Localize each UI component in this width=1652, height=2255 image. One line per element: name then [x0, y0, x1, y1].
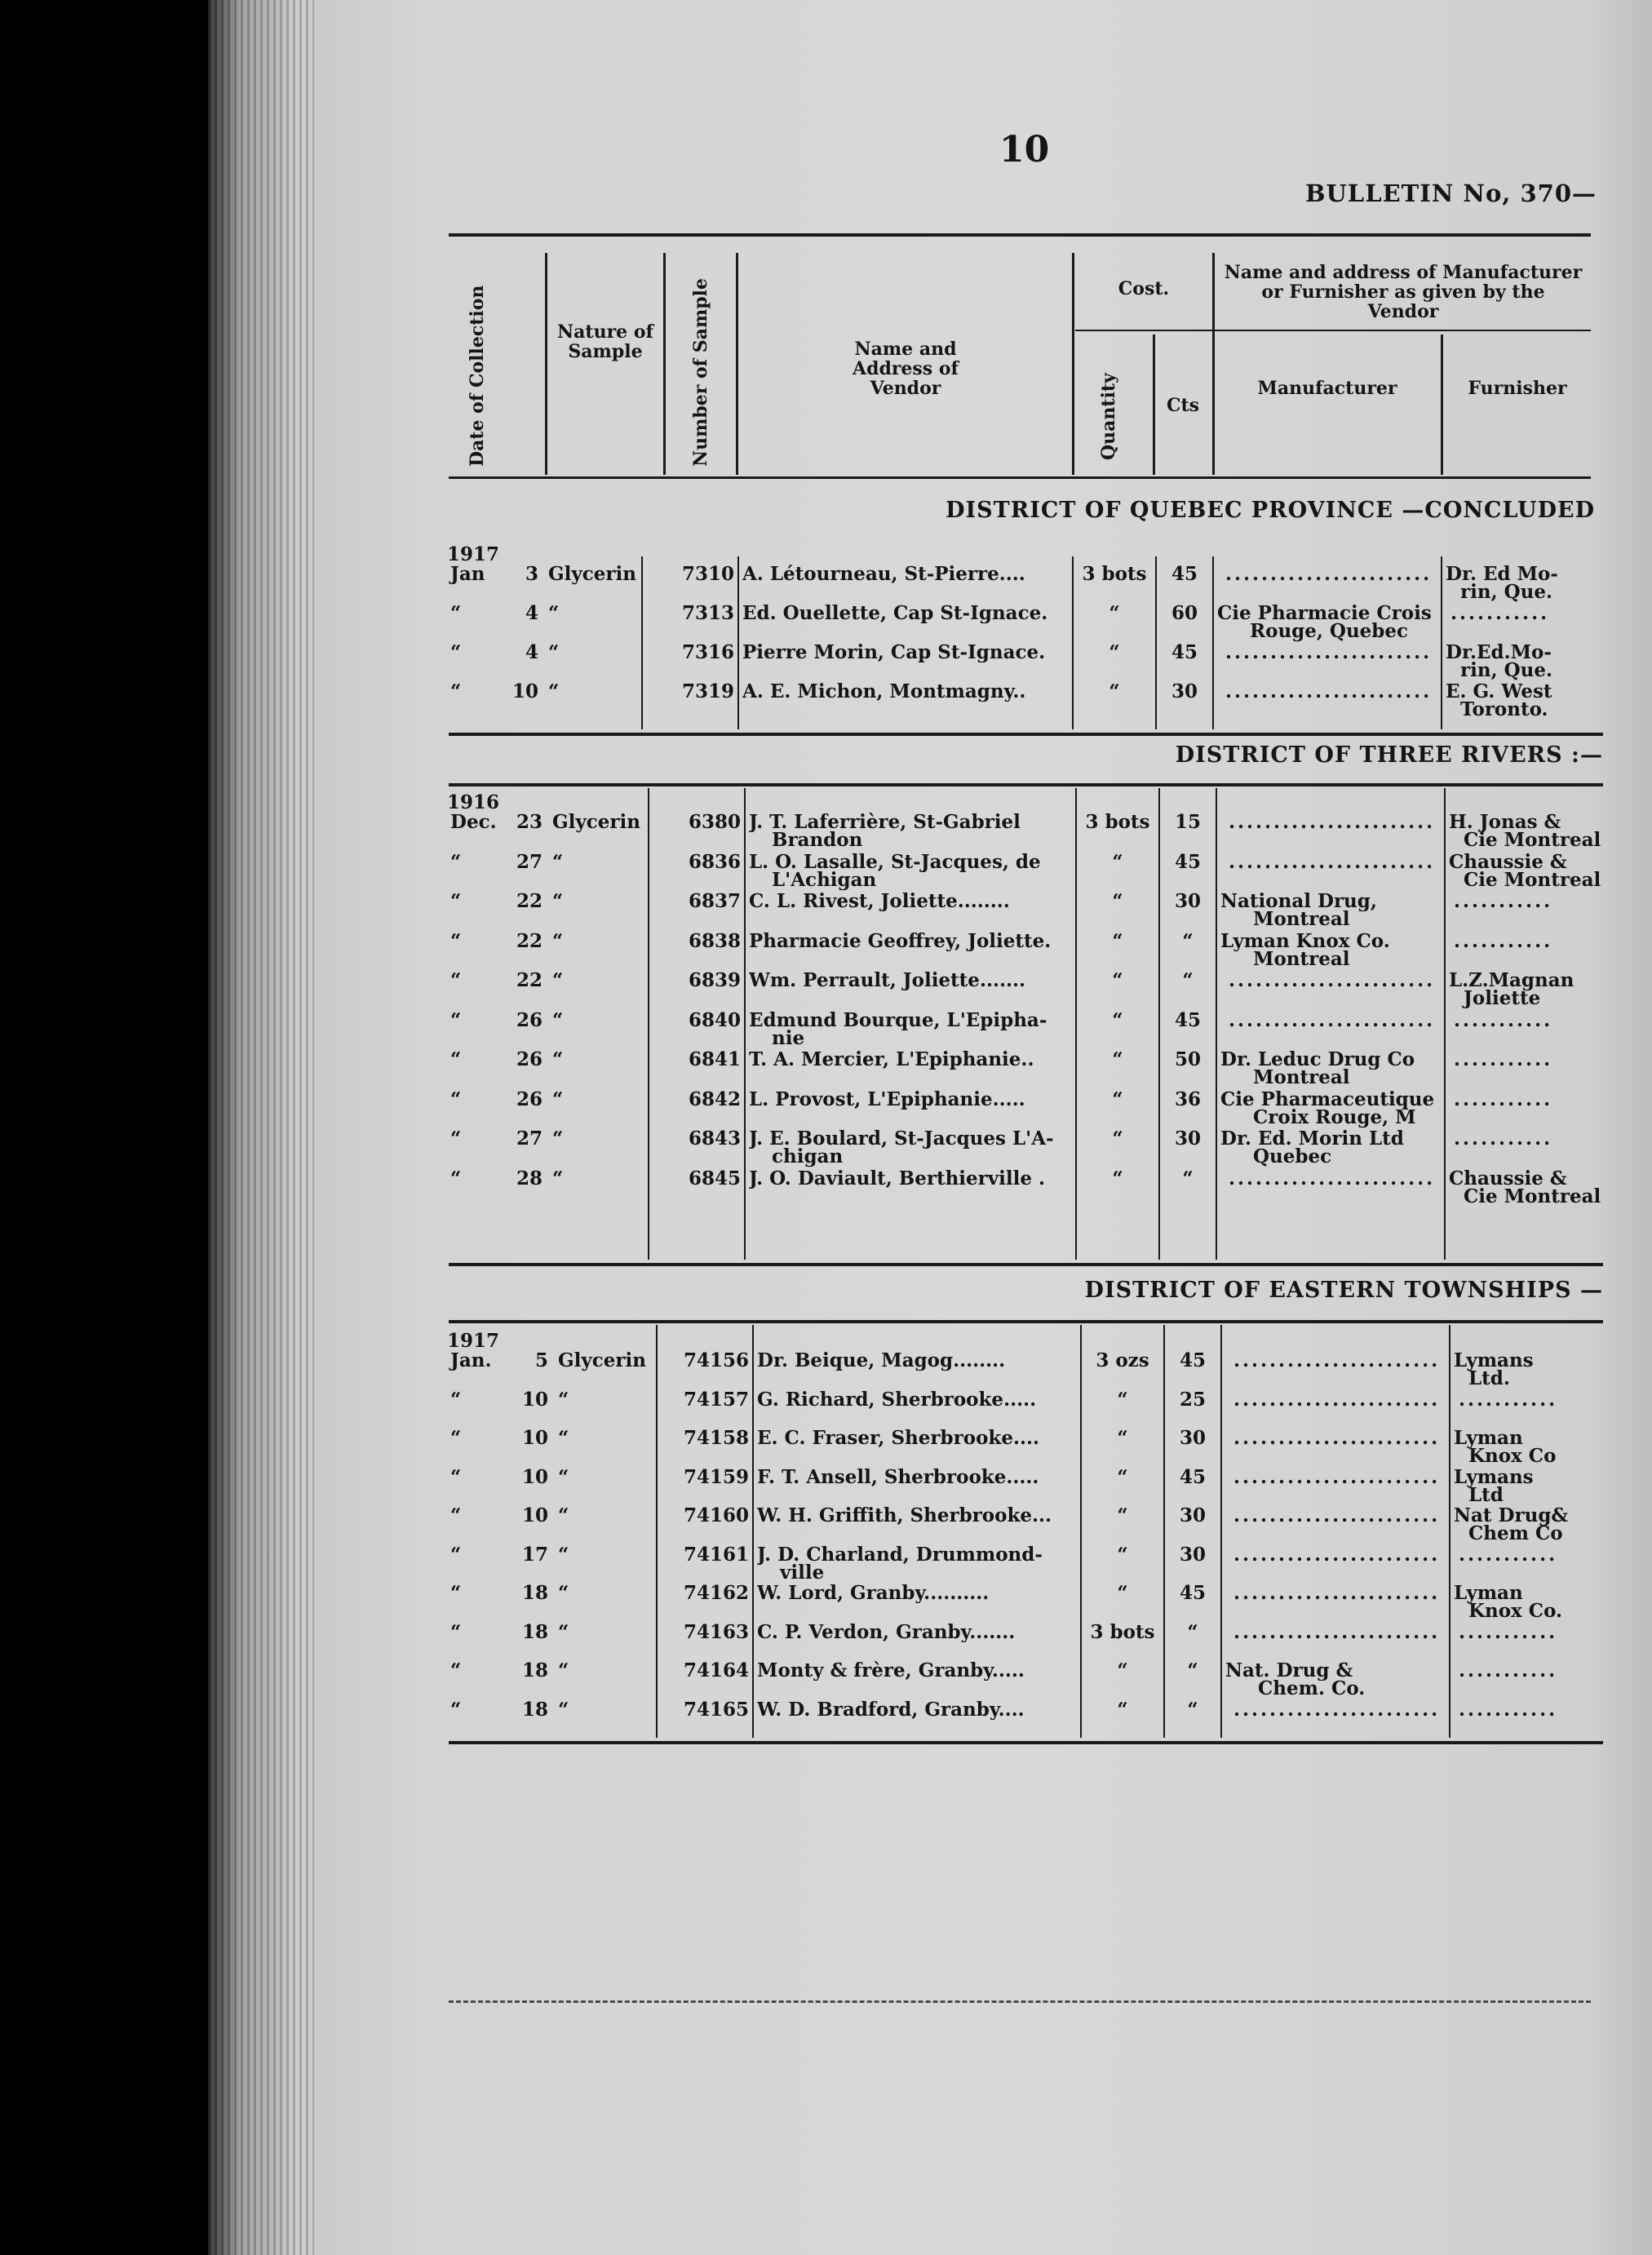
vendor-cell: J. O. Daviault, Berthierville .	[749, 1168, 1046, 1189]
sample-number-cell: 6842	[688, 1088, 741, 1110]
quantity-cell: “	[1112, 929, 1123, 952]
furnisher-leader: ...........	[1454, 1128, 1553, 1150]
col-rule	[1449, 1325, 1450, 1738]
cts-cell: 30	[1174, 1128, 1201, 1150]
quantity-cell: “	[1112, 1167, 1123, 1190]
sample-number-cell: 74162	[683, 1582, 749, 1604]
furnisher-leader: ...........	[1459, 1620, 1558, 1643]
section-top-rule	[449, 783, 1603, 786]
day-cell: 10	[512, 680, 538, 702]
cts-cell: 45	[1179, 1582, 1206, 1604]
col-rule	[737, 556, 739, 729]
vendor-cell: W. Lord, Granby..........	[757, 1584, 990, 1603]
cost-subheader-rule	[1075, 330, 1591, 331]
nature-cell: “	[548, 680, 560, 702]
nature-cell: “	[552, 969, 564, 991]
furnisher-cell: E. G. West	[1446, 680, 1552, 702]
month-cell: “	[450, 929, 462, 952]
month-cell: “	[450, 1582, 462, 1604]
nature-cell: “	[558, 1504, 569, 1526]
manufacturer-cell-cont: Montreal	[1253, 1066, 1350, 1088]
col-rule	[1441, 556, 1442, 729]
day-cell: 23	[516, 811, 543, 833]
col-rule	[545, 253, 547, 475]
manufacturer-cell: Dr. Leduc Drug Co	[1220, 1050, 1415, 1070]
cts-cell: 30	[1179, 1543, 1206, 1566]
col-rule	[744, 788, 746, 1260]
quantity-cell: “	[1112, 890, 1123, 912]
manufacturer-leader: .......................	[1233, 1582, 1441, 1604]
quantity-cell: “	[1112, 850, 1123, 873]
manufacturer-cell-cont: Montreal	[1253, 908, 1350, 930]
month-cell: “	[450, 1128, 462, 1150]
col-rule	[736, 253, 738, 475]
month-cell: “	[450, 890, 462, 912]
col-header-number: Number of Sample	[690, 278, 711, 467]
manufacturer-cell-cont: Montreal	[1253, 947, 1350, 970]
vendor-cell: E. C. Fraser, Sherbrooke....	[757, 1429, 1040, 1448]
day-cell: 22	[516, 929, 543, 952]
nature-cell: “	[558, 1620, 569, 1643]
sample-number-cell: 6839	[688, 969, 741, 991]
quantity-cell: “	[1109, 641, 1120, 663]
cts-cell: “	[1182, 929, 1194, 952]
furnisher-cell-cont: Ltd	[1468, 1483, 1504, 1506]
col-rule	[656, 1325, 658, 1738]
furnisher-cell: H. Jonas &	[1449, 811, 1561, 833]
cts-cell: 45	[1171, 563, 1198, 585]
vendor-cell: J. D. Charland, Drummond-	[757, 1544, 1043, 1565]
month-cell: “	[450, 1048, 462, 1070]
col-rule	[1220, 1325, 1222, 1738]
col-rule	[1163, 1325, 1165, 1738]
month-cell: “	[450, 1698, 462, 1721]
cts-cell: “	[1187, 1620, 1198, 1643]
quantity-cell: “	[1109, 602, 1120, 624]
month-cell: “	[450, 850, 462, 873]
district-title: DISTRICT OF EASTERN TOWNSHIPS —	[1084, 1278, 1603, 1303]
quantity-cell: “	[1117, 1698, 1128, 1721]
section-end-rule	[449, 1741, 1603, 1744]
furnisher-leader: ...........	[1454, 1008, 1553, 1031]
manufacturer-leader: .......................	[1229, 1167, 1436, 1190]
day-cell: 17	[521, 1543, 548, 1566]
furnisher-leader: ...........	[1459, 1388, 1558, 1411]
manufacturer-leader: .......................	[1225, 680, 1433, 702]
manufacturer-leader: .......................	[1233, 1349, 1441, 1371]
nature-cell: “	[548, 641, 560, 663]
sample-number-cell: 6845	[688, 1167, 741, 1190]
manufacturer-cell: Lyman Knox Co.	[1220, 931, 1390, 951]
furnisher-cell-cont: rin, Que.	[1460, 659, 1552, 681]
furnisher-cell-cont: Toronto.	[1460, 698, 1548, 720]
cts-cell: 50	[1174, 1048, 1201, 1070]
header-bottom-rule	[449, 476, 1591, 479]
manufacturer-leader: .......................	[1229, 850, 1436, 873]
col-rule	[1158, 788, 1160, 1260]
manufacturer-leader: .......................	[1225, 641, 1433, 663]
col-rule	[752, 1325, 754, 1738]
col-rule	[1444, 788, 1446, 1260]
cts-cell: 60	[1171, 602, 1198, 624]
manufacturer-leader: .......................	[1233, 1620, 1441, 1643]
month-cell: “	[450, 1659, 462, 1681]
day-cell: 26	[516, 1008, 543, 1031]
furnisher-cell-cont: Knox Co	[1468, 1445, 1557, 1467]
vendor-cell: T. A. Mercier, L'Epiphanie..	[749, 1050, 1034, 1070]
manufacturer-leader: .......................	[1229, 969, 1436, 991]
vendor-cell: J. E. Boulard, St-Jacques L'A-	[749, 1129, 1054, 1149]
sample-number-cell: 74164	[683, 1659, 749, 1681]
manufacturer-leader: .......................	[1229, 811, 1436, 833]
vendor-cell: Ed. Ouellette, Cap St-Ignace.	[742, 604, 1048, 623]
month-cell: “	[450, 1008, 462, 1031]
nature-cell: “	[552, 850, 564, 873]
quantity-cell: “	[1112, 1008, 1123, 1031]
month-cell: “	[450, 602, 462, 624]
day-cell: 18	[521, 1582, 548, 1604]
col-header-date: Date of Collection	[467, 285, 488, 467]
furnisher-cell-cont: Cie Montreal	[1464, 1185, 1601, 1207]
cts-cell: “	[1187, 1698, 1198, 1721]
manufacturer-cell: National Drug,	[1220, 892, 1377, 911]
nature-cell: “	[552, 1167, 564, 1190]
day-cell: 10	[521, 1465, 548, 1488]
nature-cell: “	[552, 1088, 564, 1110]
cts-cell: “	[1182, 1167, 1194, 1190]
month-cell: “	[450, 1088, 462, 1110]
sample-number-cell: 74163	[683, 1620, 749, 1643]
vendor-cell-cont: chigan	[772, 1145, 844, 1167]
month-cell: “	[450, 1427, 462, 1449]
manufacturer-leader: .......................	[1233, 1504, 1441, 1526]
vendor-cell: J. T. Laferrière, St-Gabriel	[749, 813, 1021, 832]
vendor-cell: A. Létourneau, St-Pierre....	[742, 565, 1025, 584]
furnisher-cell: Dr. Ed Mo-	[1446, 563, 1558, 585]
furnisher-cell-cont: Cie Montreal	[1464, 829, 1601, 851]
furnisher-cell: L.Z.Magnan	[1449, 969, 1574, 991]
bulletin-heading: BULLETIN No, 370—	[1305, 179, 1597, 207]
furnisher-cell: Lymans	[1454, 1465, 1534, 1488]
page-spine-shadow	[208, 0, 314, 2255]
col-rule	[1072, 253, 1074, 475]
cts-cell: 30	[1174, 890, 1201, 912]
month-cell: “	[450, 1543, 462, 1566]
nature-cell: “	[552, 890, 564, 912]
cts-cell: 30	[1179, 1427, 1206, 1449]
col-header-cost: Cost.	[1118, 278, 1170, 299]
cts-cell: “	[1182, 969, 1194, 991]
cts-cell: 45	[1171, 641, 1198, 663]
sample-number-cell: 7310	[681, 563, 734, 585]
col-header-quantity: Quantity	[1098, 373, 1119, 460]
page-number: 10	[999, 129, 1050, 171]
vendor-cell: G. Richard, Sherbrooke.....	[757, 1389, 1037, 1410]
manufacturer-leader: .......................	[1233, 1427, 1441, 1449]
day-cell: 22	[516, 890, 543, 912]
col-rule	[1212, 556, 1214, 729]
cts-cell: 45	[1174, 1008, 1201, 1031]
furnisher-cell: Lymans	[1454, 1349, 1534, 1371]
year-label: 1917	[447, 543, 500, 565]
vendor-cell-cont: ville	[780, 1561, 825, 1584]
day-cell: 18	[521, 1698, 548, 1721]
quantity-cell: 3 bots	[1090, 1620, 1155, 1643]
quantity-cell: 3 bots	[1082, 563, 1147, 585]
quantity-cell: “	[1117, 1465, 1128, 1488]
day-cell: 18	[521, 1659, 548, 1681]
quantity-cell: “	[1117, 1659, 1128, 1681]
furnisher-cell-cont: Cie Montreal	[1464, 868, 1601, 891]
cts-cell: 45	[1179, 1349, 1206, 1371]
sample-number-cell: 6836	[688, 850, 741, 873]
furnisher-leader: ...........	[1454, 890, 1553, 912]
furnisher-cell: Lyman	[1454, 1582, 1523, 1604]
sample-number-cell: 74160	[683, 1504, 749, 1526]
month-cell: “	[450, 1465, 462, 1488]
furnisher-cell: Lyman	[1454, 1427, 1523, 1449]
quantity-cell: “	[1112, 1048, 1123, 1070]
furnisher-cell-cont: rin, Que.	[1460, 581, 1552, 603]
sample-number-cell: 74159	[683, 1465, 749, 1488]
section-end-rule	[449, 733, 1603, 736]
furnisher-cell: Nat Drug&	[1454, 1504, 1569, 1526]
col-rule	[1155, 556, 1157, 729]
day-cell: 26	[516, 1088, 543, 1110]
manufacturer-leader: .......................	[1225, 563, 1433, 585]
month-cell: Jan.	[450, 1349, 492, 1371]
day-cell: 27	[516, 850, 543, 873]
month-cell: “	[450, 680, 462, 702]
month-cell: “	[450, 969, 462, 991]
furnisher-cell: Chaussie &	[1449, 1167, 1567, 1190]
col-rule	[648, 788, 649, 1260]
furnisher-leader: ...........	[1459, 1659, 1558, 1681]
vendor-cell: W. D. Bradford, Granby....	[757, 1699, 1025, 1720]
furnisher-leader: ...........	[1450, 602, 1550, 624]
sample-number-cell: 74156	[683, 1349, 749, 1371]
table-top-rule	[449, 233, 1591, 237]
col-rule	[1212, 253, 1215, 475]
day-cell: 18	[521, 1620, 548, 1643]
manufacturer-leader: .......................	[1233, 1698, 1441, 1721]
furnisher-cell: Dr.Ed.Mo-	[1446, 641, 1552, 663]
vendor-cell: Pharmacie Geoffrey, Joliette.	[749, 931, 1052, 951]
manufacturer-leader: .......................	[1233, 1465, 1441, 1488]
nature-cell: “	[552, 929, 564, 952]
col-rule	[1080, 1325, 1082, 1738]
year-label: 1917	[447, 1330, 500, 1352]
sample-number-cell: 74165	[683, 1698, 749, 1721]
quantity-cell: “	[1112, 1088, 1123, 1110]
sample-number-cell: 6838	[688, 929, 741, 952]
col-rule	[663, 253, 666, 475]
furnisher-leader: ...........	[1459, 1543, 1558, 1566]
sample-number-cell: 7313	[681, 602, 734, 624]
col-header-name-address: Name and address of Manufacturer or Furnisher as given by the Vendor	[1224, 262, 1583, 322]
sample-number-cell: 6840	[688, 1008, 741, 1031]
vendor-cell: Pierre Morin, Cap St-Ignace.	[742, 643, 1046, 662]
manufacturer-leader: .......................	[1233, 1388, 1441, 1411]
month-cell: “	[450, 1620, 462, 1643]
furnisher-cell-cont: Joliette	[1464, 987, 1541, 1009]
col-header-cts: Cts	[1166, 395, 1200, 416]
col-header-furnisher: Furnisher	[1468, 378, 1567, 399]
furnisher-leader: ...........	[1454, 929, 1553, 952]
manufacturer-leader: .......................	[1233, 1543, 1441, 1566]
day-cell: 26	[516, 1048, 543, 1070]
quantity-cell: “	[1117, 1543, 1128, 1566]
col-header-nature: Nature of Sample	[557, 321, 653, 362]
quantity-cell: 3 bots	[1085, 811, 1150, 833]
col-rule	[1075, 788, 1077, 1260]
vendor-cell: C. L. Rivest, Joliette........	[749, 892, 1010, 911]
sample-number-cell: 74158	[683, 1427, 749, 1449]
sample-number-cell: 6380	[688, 811, 741, 833]
vendor-cell: Wm. Perrault, Joliette.......	[749, 971, 1025, 990]
nature-cell: “	[552, 1128, 564, 1150]
section-top-rule	[449, 1320, 1603, 1323]
nature-cell: Glycerin	[558, 1349, 646, 1371]
nature-cell: Glycerin	[552, 811, 640, 833]
month-cell: “	[450, 1388, 462, 1411]
year-label: 1916	[447, 791, 500, 813]
nature-cell: “	[548, 602, 560, 624]
nature-cell: “	[558, 1388, 569, 1411]
vendor-cell-cont: nie	[772, 1026, 805, 1049]
nature-cell: “	[552, 1008, 564, 1031]
quantity-cell: “	[1117, 1388, 1128, 1411]
month-cell: Dec.	[450, 811, 497, 833]
sample-number-cell: 74161	[683, 1543, 749, 1566]
cts-cell: 36	[1174, 1088, 1201, 1110]
furnisher-cell: Chaussie &	[1449, 850, 1567, 873]
quantity-cell: 3 ozs	[1096, 1349, 1149, 1371]
nature-cell: “	[558, 1465, 569, 1488]
cts-cell: 45	[1179, 1465, 1206, 1488]
sample-number-cell: 74157	[683, 1388, 749, 1411]
vendor-cell: W. H. Griffith, Sherbrooke...	[757, 1506, 1052, 1526]
quantity-cell: “	[1112, 1128, 1123, 1150]
nature-cell: “	[552, 1048, 564, 1070]
manufacturer-cell-cont: Quebec	[1253, 1145, 1332, 1167]
day-cell: 10	[521, 1504, 548, 1526]
vendor-cell: L. Provost, L'Epiphanie.....	[749, 1089, 1025, 1110]
furnisher-cell-cont: Ltd.	[1468, 1367, 1510, 1389]
manufacturer-cell-cont: Chem. Co.	[1258, 1677, 1366, 1699]
furnisher-leader: ...........	[1454, 1048, 1553, 1070]
day-cell: 4	[525, 602, 538, 624]
day-cell: 27	[516, 1128, 543, 1150]
manufacturer-cell: Nat. Drug &	[1225, 1661, 1353, 1681]
sample-number-cell: 6837	[688, 890, 741, 912]
bottom-dotted-rule	[449, 2000, 1591, 2003]
manufacturer-cell-cont: Rouge, Quebec	[1250, 620, 1409, 642]
sample-number-cell: 7319	[681, 680, 734, 702]
cts-cell: 25	[1179, 1388, 1206, 1411]
nature-cell: “	[558, 1582, 569, 1604]
cts-cell: “	[1187, 1659, 1198, 1681]
nature-cell: “	[558, 1427, 569, 1449]
nature-cell: “	[558, 1543, 569, 1566]
quantity-cell: “	[1117, 1427, 1128, 1449]
manufacturer-cell-cont: Croix Rouge, M	[1253, 1105, 1416, 1128]
section-end-rule	[449, 1263, 1603, 1266]
vendor-cell: Edmund Bourque, L'Epipha-	[749, 1010, 1047, 1030]
col-rule	[641, 556, 643, 729]
month-cell: Jan	[450, 563, 485, 585]
day-cell: 5	[534, 1349, 548, 1371]
day-cell: 28	[516, 1167, 543, 1190]
day-cell: 3	[525, 563, 538, 585]
month-cell: “	[450, 1167, 462, 1190]
furnisher-cell-cont: Knox Co.	[1468, 1600, 1563, 1622]
furnisher-leader: ...........	[1459, 1698, 1558, 1721]
furnisher-leader: ...........	[1454, 1088, 1553, 1110]
vendor-cell: A. E. Michon, Montmagny..	[742, 682, 1026, 702]
vendor-cell-cont: Brandon	[772, 829, 863, 851]
manufacturer-cell: Cie Pharmaceutique	[1220, 1089, 1435, 1110]
col-rule	[1216, 788, 1217, 1260]
day-cell: 10	[521, 1388, 548, 1411]
cts-cell: 30	[1171, 680, 1198, 702]
month-cell: “	[450, 641, 462, 663]
quantity-cell: “	[1109, 680, 1120, 702]
manufacturer-leader: .......................	[1229, 1008, 1436, 1031]
vendor-cell: Monty & frère, Granby.....	[757, 1661, 1025, 1681]
furnisher-cell-cont: Chem Co	[1468, 1522, 1563, 1544]
cts-cell: 15	[1174, 811, 1201, 833]
vendor-cell: Dr. Beique, Magog........	[757, 1351, 1006, 1371]
col-header-vendor: Name and Address of Vendor	[853, 339, 959, 399]
nature-cell: Glycerin	[548, 563, 636, 585]
quantity-cell: “	[1117, 1504, 1128, 1526]
quantity-cell: “	[1112, 969, 1123, 991]
cts-cell: 30	[1179, 1504, 1206, 1526]
col-header-manufacturer: Manufacturer	[1257, 378, 1397, 399]
vendor-cell: L. O. Lasalle, St-Jacques, de	[749, 852, 1041, 872]
vendor-cell-cont: L'Achigan	[772, 868, 877, 891]
vendor-cell: F. T. Ansell, Sherbrooke.....	[757, 1467, 1039, 1487]
day-cell: 10	[521, 1427, 548, 1449]
cts-cell: 45	[1174, 850, 1201, 873]
nature-cell: “	[558, 1698, 569, 1721]
quantity-cell: “	[1117, 1582, 1128, 1604]
manufacturer-cell: Cie Pharmacie Crois	[1217, 604, 1432, 623]
sample-number-cell: 6843	[688, 1128, 741, 1150]
vendor-cell: C. P. Verdon, Granby.......	[757, 1622, 1016, 1642]
nature-cell: “	[558, 1659, 569, 1681]
sample-number-cell: 6841	[688, 1048, 741, 1070]
district-title: DISTRICT OF QUEBEC PROVINCE —CONCLUDED	[946, 498, 1595, 523]
col-rule	[1441, 334, 1443, 475]
district-title: DISTRICT OF THREE RIVERS :—	[1175, 742, 1603, 768]
col-rule	[1072, 556, 1074, 729]
sample-number-cell: 7316	[681, 641, 734, 663]
day-cell: 22	[516, 969, 543, 991]
manufacturer-cell: Dr. Ed. Morin Ltd	[1220, 1129, 1404, 1149]
day-cell: 4	[525, 641, 538, 663]
month-cell: “	[450, 1504, 462, 1526]
